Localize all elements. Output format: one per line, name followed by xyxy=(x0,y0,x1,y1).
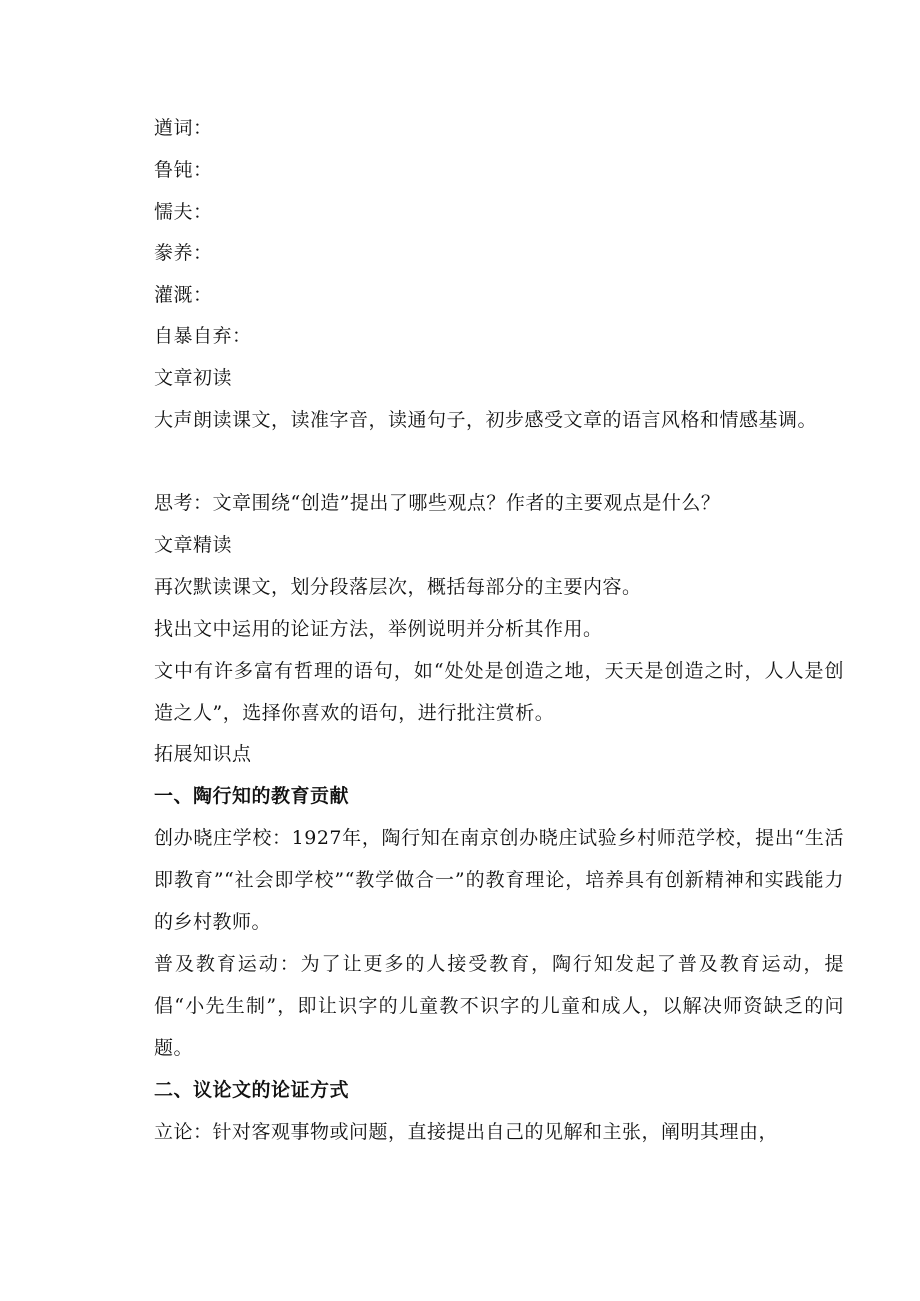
subsection-title: 二、议论文的论证方式 xyxy=(154,1079,350,1101)
paragraph: 立论：针对客观事物或问题，直接提出自己的见解和主张，阐明其理由， xyxy=(154,1121,779,1143)
vocab-item: 鲁钝： xyxy=(154,159,213,181)
vocab-item: 懦夫： xyxy=(154,201,213,223)
vocab-item: 自暴自弃： xyxy=(154,325,252,347)
paragraph: 再次默读课文，划分段落层次，概括每部分的主要内容。 xyxy=(154,576,642,598)
section-heading-initial-reading: 文章初读 xyxy=(154,367,233,389)
paragraph: 思考：文章围绕“创造”提出了哪些观点？作者的主要观点是什么？ xyxy=(154,492,721,514)
paragraph: 创办晓庄学校：1927年，陶行知在南京创办晓庄试验乡村师范学校，提出“生活即教育”“社会即学校”“教学做合一”的教育理论，培养具有创新精神和实践能力的乡村教师。 xyxy=(154,827,844,933)
vocab-item: 灌溉： xyxy=(154,284,213,306)
paragraph: 普及教育运动：为了让更多的人接受教育，陶行知发起了普及教育运动，提倡“小先生制”，即让识字的儿童教不识字的儿童和成人，以解决师资缺乏的问题。 xyxy=(154,953,844,1059)
paragraph: 找出文中运用的论证方法，举例说明并分析其作用。 xyxy=(154,618,603,640)
vocab-item: 遒词： xyxy=(154,117,213,139)
section-heading-close-reading: 文章精读 xyxy=(154,534,233,556)
vocab-item: 豢养： xyxy=(154,242,213,264)
section-heading-extension: 拓展知识点 xyxy=(154,743,252,765)
paragraph: 文中有许多富有哲理的语句，如“处处是创造之地，天天是创造之时，人人是创造之人”，选择你喜欢的语句，进行批注赏析。 xyxy=(154,660,844,724)
subsection-title: 一、陶行知的教育贡献 xyxy=(154,785,350,807)
paragraph: 大声朗读课文，读准字音，读通句子，初步感受文章的语言风格和情感基调。 xyxy=(154,409,818,431)
